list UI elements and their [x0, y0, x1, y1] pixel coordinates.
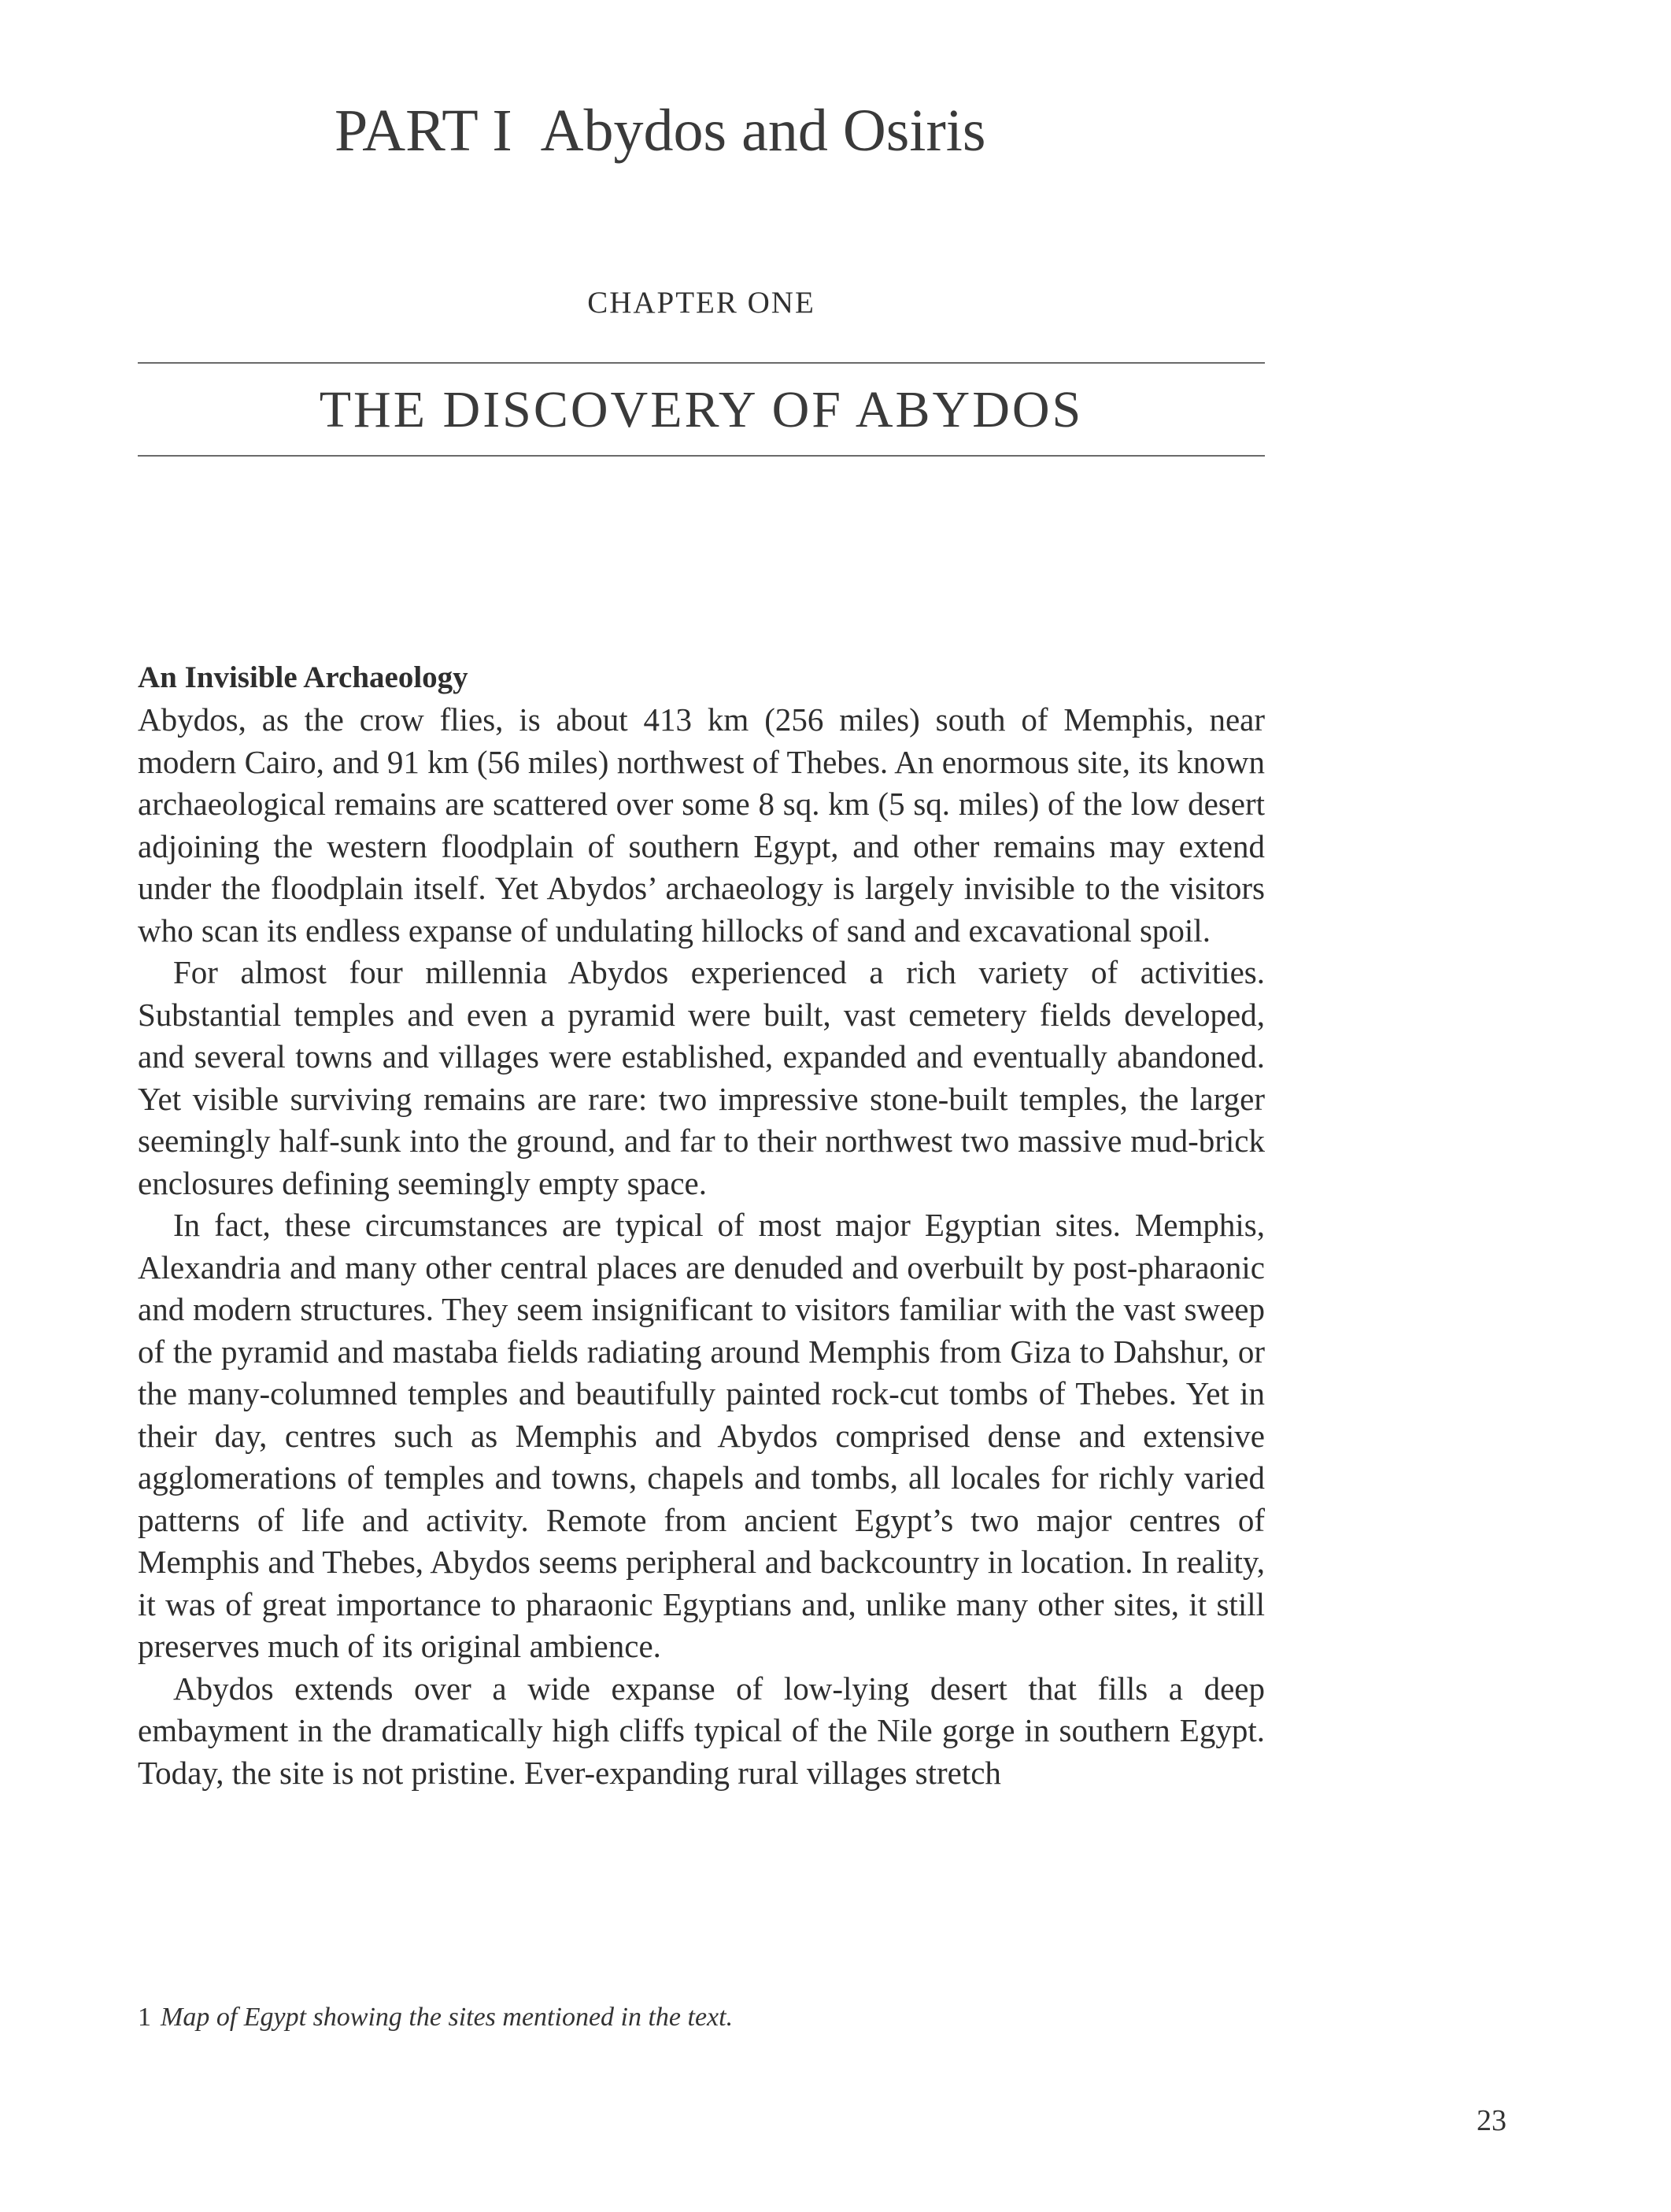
chapter-label: CHAPTER ONE: [587, 286, 815, 320]
part-label: PART I: [335, 98, 512, 164]
part-title: [335, 98, 986, 164]
figure-number: 1: [138, 2003, 151, 2032]
paragraph: Abydos, as the crow flies, is about 413 km (256 miles) south of Memphis, near modern Cairo, and 91 km (56 miles) northwest of Thebes. An enormous site, its known archaeological remains are scattered over some 8 sq. km (5 sq. miles) of the low desert adjoining the western floodplain of southern Egypt, and other remains may extend under the floodplain itself. Yet Abydos’ archaeology is largely invisible to the visitors who scan its endless expanse of undulating hillocks of sand and excavational spoil.: [138, 701, 1265, 949]
chapter-rule-top: [138, 362, 1265, 364]
figure-caption-text: Map of Egypt showing the sites mentioned in the text.: [161, 2003, 734, 2032]
chapter-title: THE DISCOVERY OF ABYDOS: [319, 381, 1084, 438]
part-name: Abydos and Osiris: [540, 98, 986, 164]
chapter-rule-bottom: [138, 455, 1265, 457]
page-number: 23: [1477, 2104, 1506, 2137]
body-text: [138, 699, 1265, 1794]
figure-caption: [138, 2003, 733, 2033]
paragraph: Abydos extends over a wide expanse of low-lying desert that fills a deep embayment in the dramatically high cliffs typical of the Nile gorge in southern Egypt. Today, the site is not pristine. Ever-expanding rural villages stretch: [138, 1670, 1265, 1791]
section-heading: An Invisible Archaeology: [138, 660, 468, 694]
paragraph: For almost four millennia Abydos experienced a rich variety of activities. Substantial temples and even a pyramid were built, vast cemetery fields developed, and several towns and villages were established, expanded and eventually abandoned. Yet visible surviving remains are rare: two impressive stone-built temples, the larger seemingly half-sunk into the ground, and far to their northwest two massive mud-brick enclosures defining seemingly empty space.: [138, 954, 1265, 1201]
paragraph: In fact, these circumstances are typical of most major Egyptian sites. Memphis, Alexandria and many other central places are denuded and overbuilt by post-pharaonic and modern structures. They seem insignificant to visitors familiar with the vast sweep of the pyramid and mastaba fields radiating around Memphis from Giza to Dahshur, or the many-columned temples and beautifully painted rock-cut tombs of Thebes. Yet in their day, centres such as Memphis and Abydos comprised dense and extensive agglomerations of temples and towns, chapels and tombs, all locales for richly varied patterns of life and activity. Remote from ancient Egypt’s two major centres of Memphis and Thebes, Abydos seems peripheral and backcountry in location. In reality, it was of great importance to pharaonic Egyptians and, unlike many other sites, it still preserves much of its original ambience.: [138, 1207, 1265, 1664]
